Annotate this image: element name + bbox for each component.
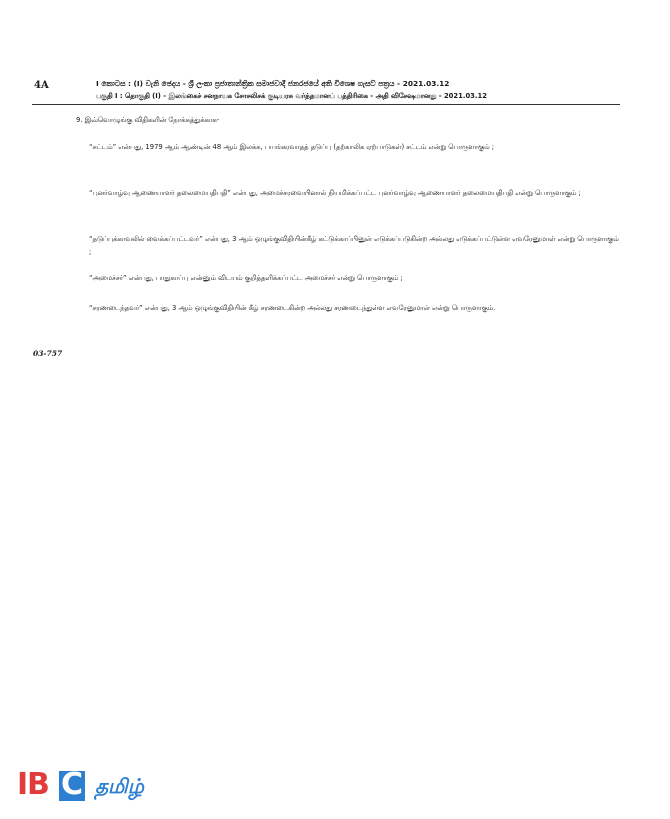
header-tamil-line: பகுதி I : தொகுதி (I) - இலங்கைச் சனநாயக சோசலிசக் குடியரசு வர்த்தமானப் பத்திரிகை - அதி விசேஷமானது - 2021.03.12 xyxy=(96,92,487,100)
gazette-code: 03-757 xyxy=(33,349,63,358)
logo-letter-c: C xyxy=(61,767,84,802)
header-divider xyxy=(32,104,620,105)
definition-surrendee: “சரணடைந்தவர்” என்பது, 3 ஆம் ஒழுங்குவிதியின் கீழ் சரணடைகின்ற அல்லது சரணடைந்துள்ள எவரேனுமாள் என்று பொருளாகும். xyxy=(89,304,496,312)
definition-detainee: “தடுப்புக்காவலில் வைக்கப்பட்டவர்” என்பது, 3 ஆம் ஒழுங்குவிதியின்கீழ் கட்டுக்காப்பினுள் எடுக்கப்படுகின்ற அல்லது எடுக்கப்பட்டுள்ள எவரேனுமாள் என்று பொருளாகும் ; xyxy=(89,235,619,256)
page-number: 4A xyxy=(34,80,49,91)
logo-letter-i: I xyxy=(17,767,29,802)
logo-letter-b: B xyxy=(27,767,50,802)
ibc-tamil-logo xyxy=(17,769,177,803)
definition-act: “சட்டம்” என்பது, 1979 ஆம் ஆண்டின் 48 ஆம் இலக்க, பயங்கரவாதத் தடுப்பு (தற்காலிக ஏற்பாடுகள்) சட்டம் என்று பொருளாகும் ; xyxy=(89,143,495,151)
regulation-intro: 9. இவ்வொழுங்கு விதிகளின் நோக்கத்துக்காக- xyxy=(76,116,220,124)
definition-commissioner-general: “புனர்வாழ்வு ஆணையாளர் தலைமையதிபதி” என்பது, அமைச்சரவையினால் நியமிக்கப்பட்ட புனர்வாழ்வு ஆணையாளர் தலைமையதிபதி என்று பொருளாகும் ; xyxy=(89,189,581,197)
definition-minister: “அமைச்சர்” என்பது, பாதுகாப்பு என்னும் விடயம் குறித்தளிக்கப்பட்ட அமைச்சர் என்று பொருளாகும் ; xyxy=(89,274,403,282)
header-sinhala-line: I කොටස : (I) වැනි ඡෙදය - ශ්‍රී ලංකා ප්‍රජාතාන්ත්‍රික සමාජවාදී ජනරජයේ අති විශෙෂ ගැසට් පත්‍රය - 2021.03.12 xyxy=(96,79,450,88)
logo-tamil-text: தமிழ் xyxy=(95,774,144,798)
